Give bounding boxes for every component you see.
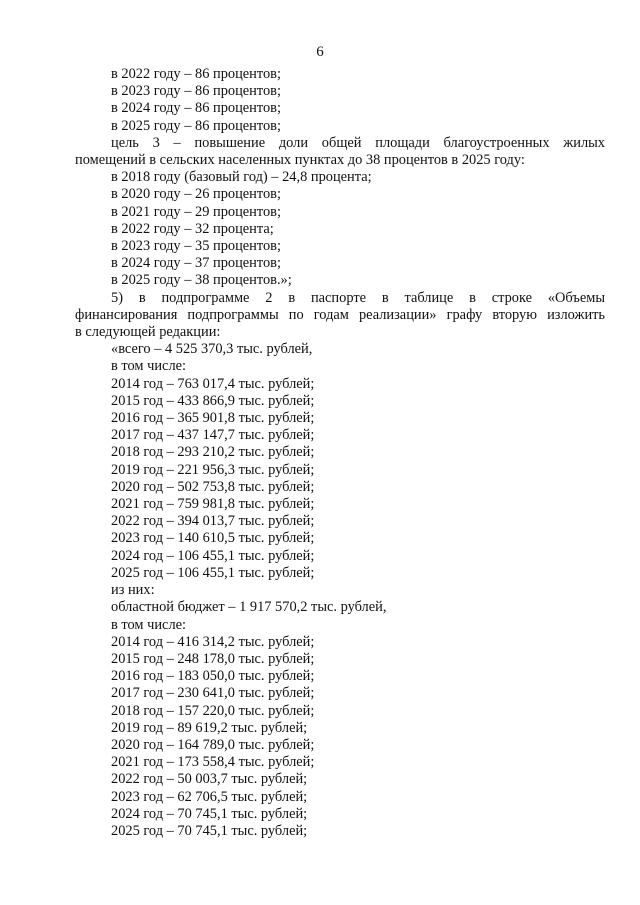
goal3-item: в 2024 году – 37 процентов; <box>111 255 281 272</box>
of-them-label: из них: <box>111 582 155 599</box>
year-row: 2014 год – 763 017,4 тыс. рублей; <box>111 375 315 392</box>
text-line: в 2022 году – 86 процентов; <box>111 66 281 82</box>
year-row: 2023 год – 140 610,5 тыс. рублей; <box>111 530 315 547</box>
year-row: 2025 год – 70 745,1 тыс. рублей; <box>111 822 308 839</box>
year-row: 2025 год – 106 455,1 тыс. рублей; <box>111 564 315 581</box>
page-number: 6 <box>316 44 324 60</box>
item5-paragraph: 5) в подпрограмме 2 в паспорте в таблице в строке «Объемы <box>111 289 605 306</box>
year-row: 2018 год – 157 220,0 тыс. рублей; <box>111 702 315 719</box>
goal3-item: в 2022 году – 32 процента; <box>111 220 274 237</box>
goal3-item: в 2025 году – 38 процентов.»; <box>111 272 292 289</box>
year-row: 2019 год – 221 956,3 тыс. рублей; <box>111 461 315 478</box>
including-label: в том числе: <box>111 616 187 633</box>
goal3-heading: цель 3 – повышение доли общей площади благоустроенных жилых <box>111 134 605 151</box>
year-row: 2024 год – 70 745,1 тыс. рублей; <box>111 805 308 822</box>
year-row: 2021 год – 759 981,8 тыс. рублей; <box>111 496 315 513</box>
including-label: в том числе: <box>111 358 187 375</box>
year-row: 2022 год – 394 013,7 тыс. рублей; <box>111 513 315 530</box>
text-line: в 2025 году – 86 процентов; <box>111 117 281 134</box>
goal3-item: в 2021 году – 29 процентов; <box>111 203 281 220</box>
year-row: 2024 год – 106 455,1 тыс. рублей; <box>111 547 315 564</box>
year-row: 2018 год – 293 210,2 тыс. рублей; <box>111 444 315 461</box>
year-row: 2021 год – 173 558,4 тыс. рублей; <box>111 754 315 771</box>
year-row: 2014 год – 416 314,2 тыс. рублей; <box>111 633 315 650</box>
goal3-heading-cont: помещений в сельских населенных пунктах до 38 процентов в 2025 году: <box>75 152 525 169</box>
year-row: 2015 год – 248 178,0 тыс. рублей; <box>111 650 315 667</box>
year-row: 2016 год – 365 901,8 тыс. рублей; <box>111 410 315 427</box>
year-row: 2019 год – 89 619,2 тыс. рублей; <box>111 719 308 736</box>
item5-paragraph-end: в следующей редакции: <box>75 324 221 341</box>
goal3-item: в 2020 году – 26 процентов; <box>111 186 281 203</box>
goal3-item: в 2018 году (базовый год) – 24,8 процента; <box>111 169 372 186</box>
item5-paragraph-cont: финансирования подпрограммы по годам реализации» графу вторую изложить <box>75 306 605 323</box>
year-row: 2015 год – 433 866,9 тыс. рублей; <box>111 392 315 409</box>
year-row: 2023 год – 62 706,5 тыс. рублей; <box>111 788 308 805</box>
document-body <box>75 66 605 840</box>
year-row: 2017 год – 230 641,0 тыс. рублей; <box>111 685 315 702</box>
year-row: 2016 год – 183 050,0 тыс. рублей; <box>111 668 315 685</box>
regional-budget-line: областной бюджет – 1 917 570,2 тыс. рублей, <box>111 599 387 616</box>
goal3-item: в 2023 году – 35 процентов; <box>111 238 281 255</box>
year-row: 2022 год – 50 003,7 тыс. рублей; <box>111 771 308 788</box>
year-row: 2020 год – 502 753,8 тыс. рублей; <box>111 478 315 495</box>
year-row: 2017 год – 437 147,7 тыс. рублей; <box>111 427 315 444</box>
total-line: «всего – 4 525 370,3 тыс. рублей, <box>111 341 313 358</box>
text-line: в 2024 году – 86 процентов; <box>111 100 281 117</box>
year-row: 2020 год – 164 789,0 тыс. рублей; <box>111 736 315 753</box>
text-line: в 2023 году – 86 процентов; <box>111 83 281 100</box>
